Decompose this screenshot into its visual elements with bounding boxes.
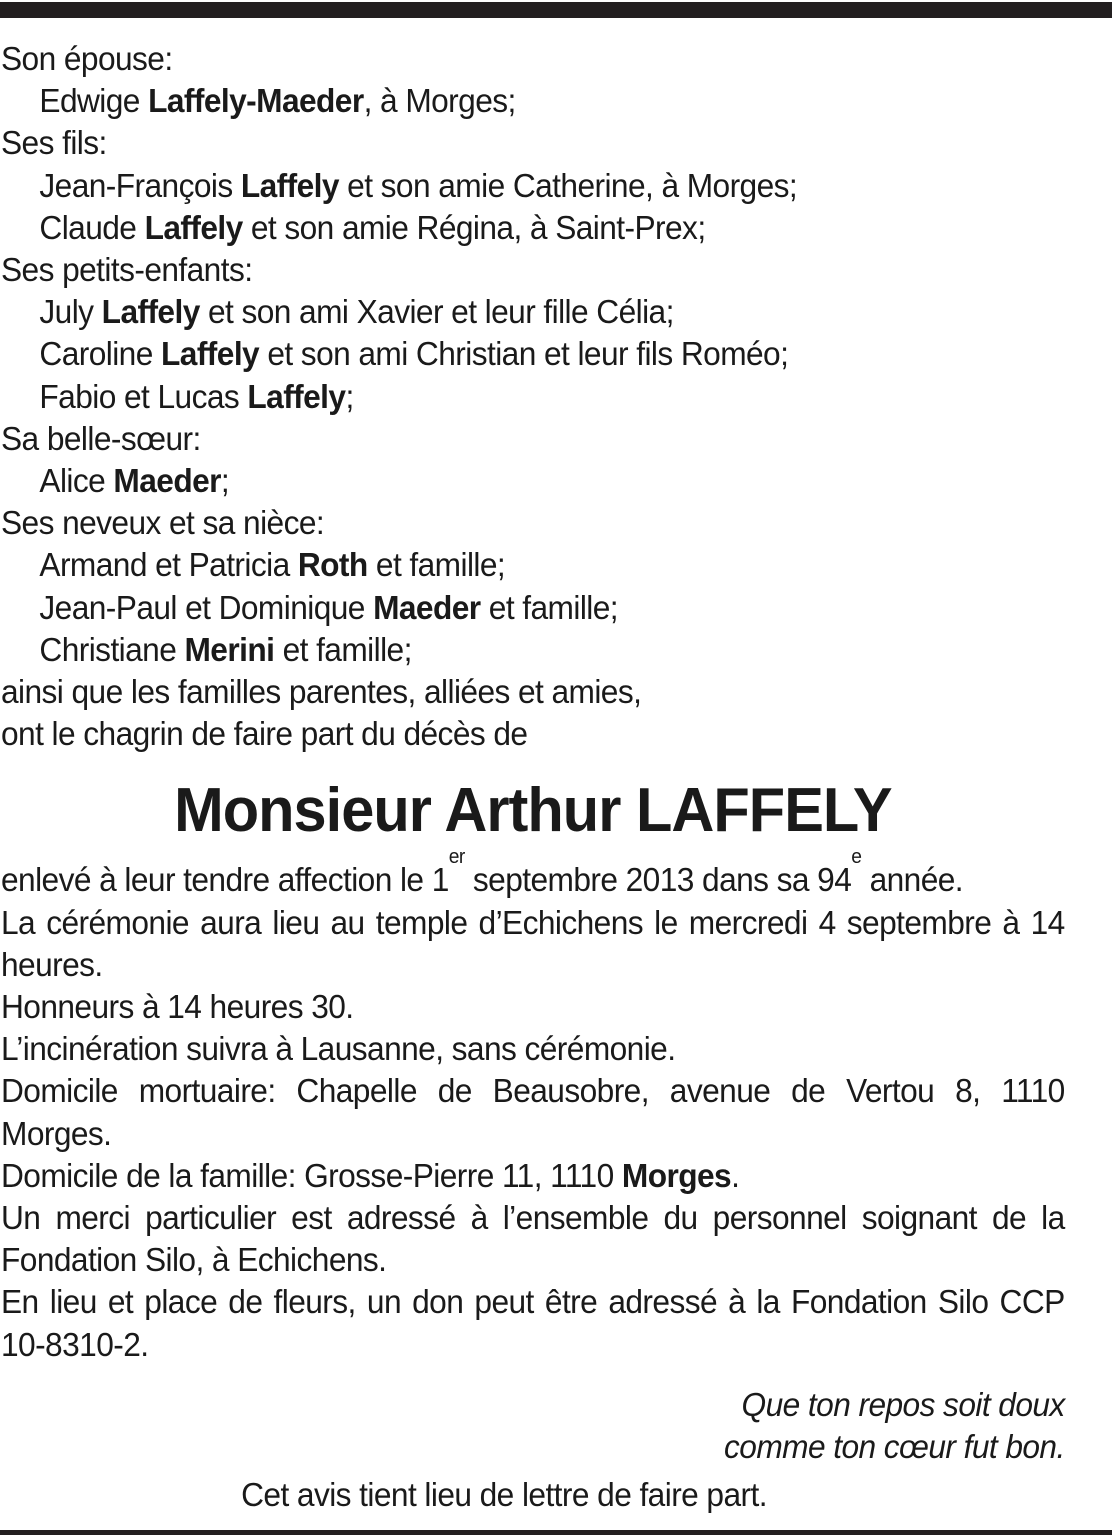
sister-in-law-entry: Alice Maeder; (39, 462, 230, 500)
son-entry: Claude Laffely et son amie Régina, à Saint-Prex; (39, 208, 706, 246)
sons-label: Ses fils: (1, 124, 107, 162)
grandchild-entry: July Laffely et son ami Xavier et leur fille Célia; (39, 293, 674, 331)
closing-line: Cet avis tient lieu de lettre de faire part. (241, 1476, 767, 1514)
son-entry: Jean-François Laffely et son amie Catherine, à Morges; (39, 166, 798, 204)
family-address: Domicile de la famille: Grosse-Pierre 11, 1110 Morges. (1, 1156, 740, 1194)
honours-text: Honneurs à 14 heures 30. (1, 988, 354, 1026)
death-notice-line: enlevé à leur tendre affection le 1er septembre 2013 dans sa 94e année. (1, 846, 964, 899)
cremation-text: L’incinération suivra à Lausanne, sans cérémonie. (1, 1030, 676, 1068)
nephews-label: Ses neveux et sa nièce: (1, 504, 325, 542)
grandchildren-label: Ses petits-enfants: (1, 251, 253, 289)
sister-in-law-label: Sa belle-sœur: (1, 419, 201, 457)
grandchild-entry: Caroline Laffely et son ami Christian et leur fils Roméo; (39, 335, 789, 373)
nephew-entry: Jean-Paul et Dominique Maeder et famille; (39, 588, 619, 626)
obituary-notice (1, 38, 1065, 1517)
thanks-text: Un merci particulier est adressé à l’ensemble du personnel soignant de la Fondation Silo, à Echichens. (1, 1199, 1065, 1279)
spouse-entry: Edwige Laffely-Maeder, à Morges; (39, 82, 516, 120)
families-line: ainsi que les familles parentes, alliées et amies, (1, 673, 642, 711)
nephew-entry: Armand et Patricia Roth et famille; (39, 546, 506, 584)
mortuary-address: Domicile mortuaire: Chapelle de Beausobre, avenue de Vertou 8, 1110 Morges. (1, 1072, 1065, 1152)
donation-text: En lieu et place de fleurs, un don peut être adressé à la Fondation Silo CCP 10-8310-2. (1, 1283, 1065, 1363)
ceremony-text: La cérémonie aura lieu au temple d’Echichens le mercredi 4 septembre à 14 heures. (1, 903, 1065, 983)
announce-line: ont le chagrin de faire part du décès de (1, 715, 528, 753)
deceased-name: Monsieur Arthur LAFFELY (174, 776, 892, 846)
quote-line-1: Que ton repos soit doux (741, 1385, 1065, 1423)
quote-line-2: comme ton cœur fut bon. (724, 1428, 1065, 1466)
nephew-entry: Christiane Merini et famille; (39, 630, 412, 668)
top-rule (0, 2, 1112, 18)
bottom-rule (0, 1530, 1112, 1535)
spouse-label: Son épouse: (1, 40, 173, 77)
grandchild-entry: Fabio et Lucas Laffely; (39, 377, 354, 415)
